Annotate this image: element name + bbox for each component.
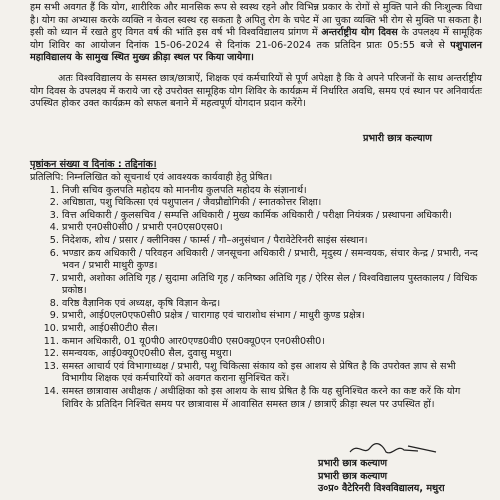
list-item: 1. निजी सचिव कुलपति महोदय को माननीय कुलपति महोदय के संज्ञानार्थ।	[62, 185, 482, 198]
venue-highlight: पशुपालन महाविद्यालय के सामुख स्थित मुख्य क्रीड़ा स्थल पर किया जायेगा।	[30, 39, 482, 64]
list-item: 9. प्रभारी, आई0एल0एफ0सी0 प्रक्षेत्र / चारागाह एवं चाराशोध संभाग / माधुरी कुण्ड प्रक्षेत्र।	[62, 310, 482, 323]
stamp-title: प्रभारी छात्र कल्याण	[318, 470, 388, 482]
endorsement-line: पृष्ठांकन संख्या व दिनांक : तद्दिनांक।	[30, 159, 157, 171]
list-item: 14. समस्त छात्रावास अधीक्षक / अधीक्षिका को इस आशय के साथ प्रेषित है कि यह सुनिश्चित करने का कष्ट करें कि योग शिविर के प्रतिदिन निश्चित समय पर छात्रावास में आवासित समस्त छात्र / छात्राएँ क्रीड़ा स्थल पर उपस्थित हों।	[62, 386, 482, 411]
yoga-day-highlight: अन्तर्राष्ट्रीय योग दिवस	[321, 27, 398, 39]
opening-text: हम सभी अवगत हैं कि योग, शारीरिक और मानसिक रूप से स्वस्थ रहने और विभिन्न प्रकार के रोगों से मुक्ति पाने की निःशुल्क विधा है। योग का अभ्यास करके व्यक्ति न केवल स्वस्थ रह सकता है अपितु रोग के चपेट में आ चुका व्यक्ति भी रोग से मुक्ति पा सकता है। इसी को ध्यान में रखते हुए विगत वर्ष की भांति इस वर्ष भी विश्वविद्यालय प्रांगण में	[30, 2, 482, 39]
request-paragraph: अतः विश्वविद्यालय के समस्त छात्र/छात्राऐं, शिक्षक एवं कर्मचारियों से पूर्ण अपेक्षा है कि वे अपने परिजनों के साथ अन्तर्राष्ट्रीय योग दिवस के उपलक्ष्य में कराये जा रहे उपरोक्त सामूहिक योग शिविर के कार्यक्रम में निर्धारित अवधि, समय एवं स्थान पर अनिवार्यतः उपस्थित होकर उक्त कार्यक्रम को सफल बनाने में महत्वपूर्ण योगदान प्रदान करेंगे।	[30, 72, 482, 110]
stamp-university: उ०प्र० वैटेरिनरी विश्वविद्यालय, मथुरा	[318, 483, 445, 495]
list-item: 2. अधिष्ठाता, पशु चिकित्सा एवं पशुपालन / जैवप्रौद्योगिकी / स्नातकोत्तर शिक्षा।	[62, 197, 482, 210]
opening-text-cont: के उपलक्ष्य में सामूहिक योग शिविर का आयोजन दिनांक 15-06-2024 से दिनांक 21-06-2024 तक प्रतिदिन प्रातः 05:55 बजे से	[30, 27, 482, 51]
list-item: 3. वित्त अधिकारी / कुलसचिव / सम्पत्ति अधिकारी / मुख्य कार्मिक अधिकारी / परीक्षा नियंत्रक / प्रस्थापना अधिकारी।	[62, 210, 482, 223]
signature-block	[318, 440, 478, 496]
list-item: 13. समस्त आचार्य एवं विभागाध्यक्ष / प्रभारी, पशु चिकित्सा संकाय को इस आशय से प्रेषित है कि उपरोक्त ज्ञाप से सभी विभागीय शिक्षक एवं कर्मचारियों को अवगत कराना सुनिश्चित करें।	[62, 361, 482, 386]
signatory-title: प्रभारी छात्र कल्याण	[318, 458, 388, 470]
signature-scribble	[348, 440, 438, 458]
opening-paragraph	[30, 2, 482, 65]
list-item: 8. वरिष्ठ वैज्ञानिक एवं अध्यक्ष, कृषि विज्ञान केन्द्र।	[62, 298, 482, 311]
distribution-list	[30, 185, 482, 412]
list-item: 5. निदेशक, शोध / प्रसार / क्लीनिक्स / फार्म्स / गौ–अनुसंधान / पैरावेटेरिनरी साइंस संस्थान।	[62, 235, 482, 248]
copy-to-intro: प्रतिलिपि: निम्नलिखित को सूचनार्थ एवं आवश्यक कार्यवाही हेतु प्रेषित।	[30, 171, 273, 183]
list-item: 4. प्रभारी एन0सी0सी0 / प्रभारी एन0एस0एस0।	[62, 222, 482, 235]
list-item: 11. कमान अधिकारी, 01 यू0पी0 आर0एण्ड0वी0 एस0क्यू0एन एन0सी0सी0।	[62, 336, 482, 349]
list-item: 6. भण्डार क्रय अधिकारी / परिवहन अधिकारी / जनसूचना अधिकारी / प्रभारी, मृदुस्य / समन्वयक, संचार केन्द्र / प्रभारी, नन्द भवन / प्रभारी माथुरी कुण्ड।	[62, 248, 482, 273]
list-item: 12. समन्वयक, आई0क्यू0ए0सी0 सैल, दुवासु मथुरा।	[62, 348, 482, 361]
list-item: 10. प्रभारी, आई0सी0टी0 सैल।	[62, 323, 482, 336]
signatory-top: प्रभारी छात्र कल्याण	[362, 132, 432, 144]
list-item: 7. प्रभारी, अशोका अतिथि गृह / सुदामा अतिथि गृह / कनिष्का अतिथि गृह / ऐरिस सेल / विश्वविद्यालय पुस्तकालय / विधिक प्रकोष्ठ।	[62, 273, 482, 298]
